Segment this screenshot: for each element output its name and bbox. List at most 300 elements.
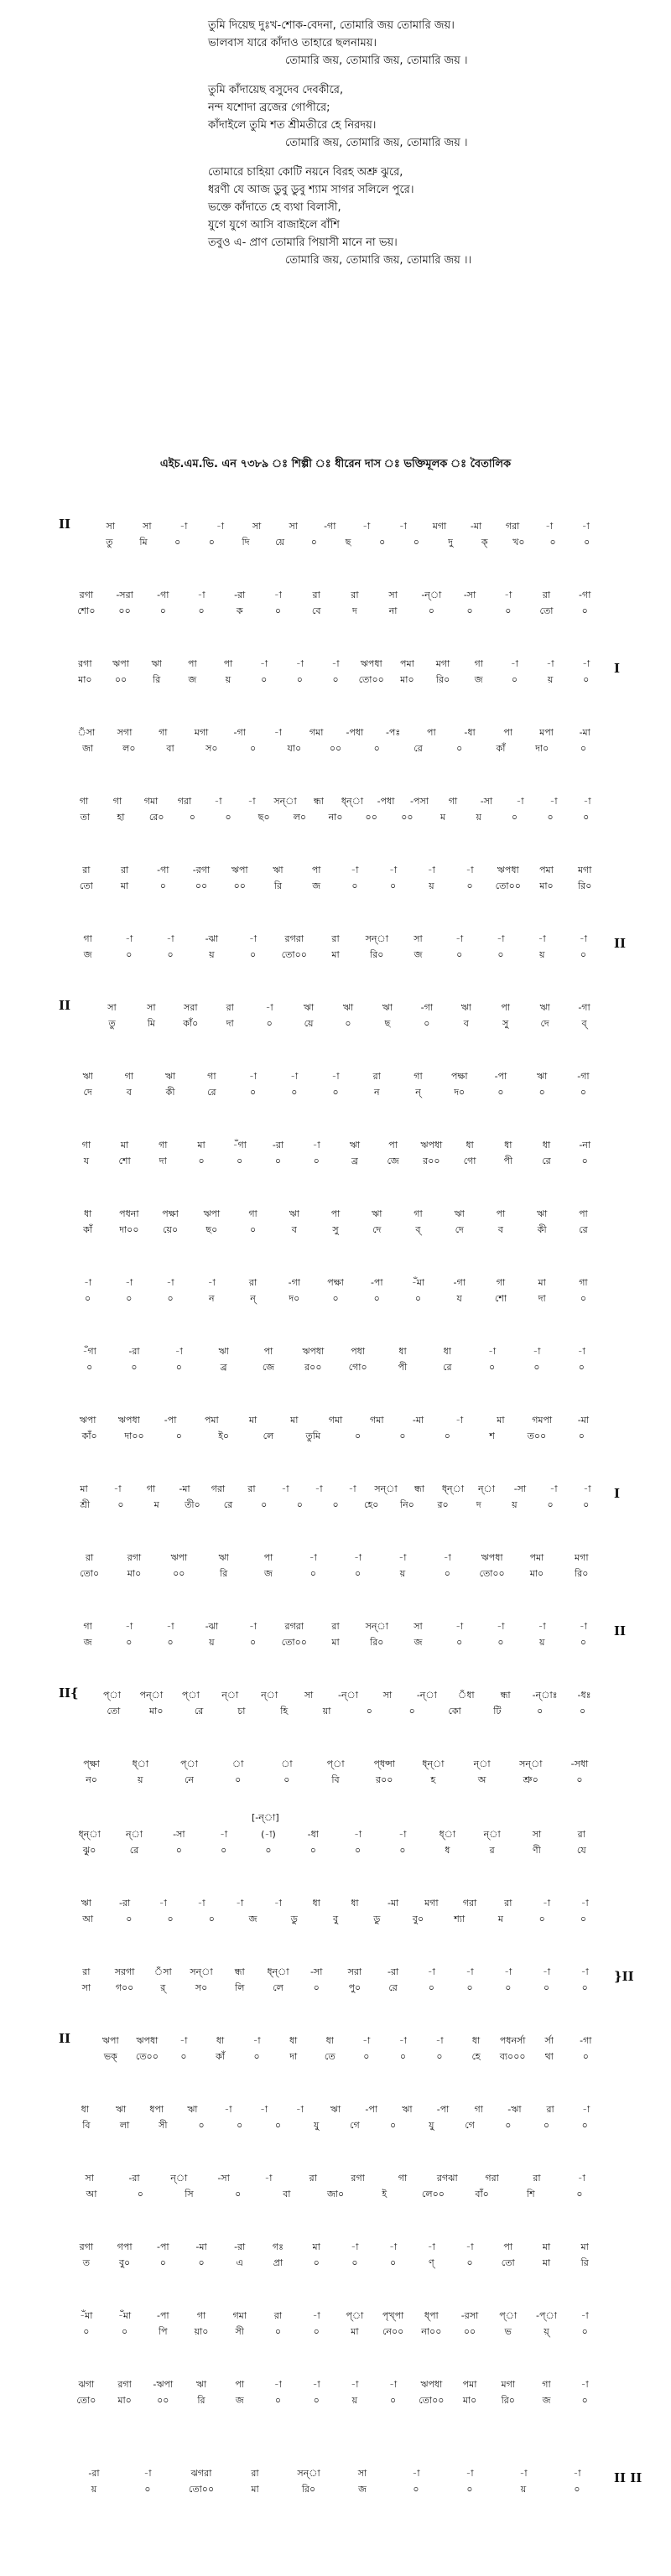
lyric-syllable: শো০ [77,605,96,616]
lyric-syllable: ম [440,812,446,823]
swara-note: পা [263,1346,273,1357]
lyric-syllable: ছ০ [257,812,270,823]
swara-note: -া [398,1552,407,1563]
swara-note: গা [79,796,89,807]
notation-row [67,1275,604,1306]
lyric-syllable: দ০ [289,1293,300,1304]
swara-note: -া [260,658,268,669]
lyric-syllable: ০ [355,1431,362,1441]
notation-row [67,587,604,619]
lyric-syllable: ০ [580,1637,586,1648]
lyric-syllable: সু [332,1224,339,1235]
swara-note: -রা [118,1898,131,1909]
swara-note: -সা [463,589,476,600]
lyric-syllable: মা০ [78,674,92,685]
swara-line [67,1618,604,1634]
swara-note: ধ্ন্া [78,1829,101,1840]
swara-note: -া [398,2035,407,2046]
lyric-syllable: স০ [195,1982,208,1993]
swara-note: -া [533,1346,541,1357]
swara-note: -া [466,1966,474,1977]
lyric-syllable: পু০ [348,1982,362,1993]
notation-row [67,931,604,963]
lyric-syllable: ০ [505,1982,512,1993]
swara-note: পা [388,1140,398,1150]
swara-note: ঋা [303,1002,315,1013]
swara-note: রা [577,1829,585,1840]
swara-note: ধ্ন্া [341,796,364,807]
swara-note: সা [414,933,423,944]
swara-note: সরা [184,1002,198,1013]
lyric-syllable: ০ [122,2326,128,2337]
lyric-syllable: শি [526,2189,535,2199]
lyric-syllable: রে [223,1499,233,1510]
lyric-syllable: ০ [576,1774,583,1785]
swara-note: -া [542,1898,551,1909]
swara-note: ঋা [218,1552,229,1563]
notation-row [67,2101,604,2133]
swara-note: মপা [539,727,554,738]
lyric-syllable: তো [79,880,93,891]
swara-note: -সরা [116,589,133,600]
lyric-syllable: তো০০ [419,2395,445,2406]
swara-note: -া [312,1140,320,1150]
lyric-syllable: ০০ [463,2326,476,2337]
swara-note: ন্া [170,2173,188,2184]
swara-line [67,587,604,603]
lyric-syllable: দে [540,1018,549,1029]
swara-note: -ঁমা [80,2310,93,2321]
swara-line [67,724,604,740]
swara-note: ঋা [195,2379,207,2390]
lyric-syllable: ০ [175,1362,182,1373]
swara-line [67,1275,604,1291]
lyric-syllable: ০ [253,2051,260,2062]
lyric-syllable: রি [153,674,161,685]
lyric-syllable: স০ [205,743,218,754]
lyric-syllable: ত০০ [527,1431,547,1441]
lyric-syllable: ০ [543,2120,550,2131]
lyric-syllable: ব [126,1087,132,1098]
lyric-syllable: ০ [581,605,588,616]
swara-note: পা [223,658,233,669]
lyric-syllable: ০০ [329,743,342,754]
lyric-syllable: ০ [167,1293,174,1304]
lyric-syllable: খ০ [512,537,525,548]
swara-note: -া [427,2241,435,2252]
lyric-syllable: য়ে [304,1018,314,1029]
notation-row [92,1687,604,1719]
swara-note: -া [580,1966,589,1977]
lyric-syllable: থা [544,2051,554,2062]
lyric-syllable: ০ [399,1845,406,1856]
lyric-syllable-line [92,1015,604,1031]
lyric-syllable: নি০ [399,1499,414,1510]
swara-note: -পধা [346,727,364,738]
swara-note: -া [166,933,174,944]
lyrics-line: তুমি কাঁদায়েছ বসুদেব দেবকীরে, [208,84,344,96]
swara-note: ঋা [115,2104,127,2115]
swara-note: মা [542,2241,551,2252]
lyric-syllable: ০ [511,674,518,685]
lyric-syllable: কী [165,1087,175,1098]
swara-note: -সধা [570,1758,589,1769]
swara-note: -া [125,933,133,944]
notation-row [67,2170,604,2202]
lyric-syllable: ই [382,2189,388,2199]
swara-note: গা [248,1208,257,1219]
swara-note: রা [504,1898,512,1909]
swara-note: -া [197,589,205,600]
lyric-syllable: যু [429,2120,434,2131]
lyric-syllable-line [67,1153,604,1169]
swara-note: ঋা [289,1208,299,1219]
lyric-syllable: ০ [497,949,504,960]
lyric-syllable: মি [147,1018,156,1029]
lyric-syllable: ০ [126,1293,133,1304]
swara-note: -রা [88,2468,100,2479]
lyric-syllable: য়ে [275,537,285,548]
swara-note: -া [216,521,225,532]
swara-note: পক্ষা [327,1277,344,1288]
lyric-syllable: রে০ [148,812,164,823]
notation-row [67,2465,604,2497]
lyrics-line: যুগে যুগে আসি বাজাইলে বাঁশি [208,219,340,231]
lyric-syllable: ০ [283,1774,290,1785]
lyric-syllable: হে০ [364,1499,379,1510]
swara-note: ঋা [454,1208,465,1219]
swara-note: -া [538,1621,546,1632]
lyric-syllable-line [67,809,604,825]
swara-note: -া [265,1002,273,1013]
swara-note: ধা [398,1346,407,1357]
lyric-syllable: ০০ [195,880,208,891]
lyric-syllable-line [67,1842,604,1858]
swara-note: পক্ষা [450,1071,468,1082]
swara-note: ঋপা [231,865,248,875]
notation-row [67,2239,604,2271]
swara-note: পা [501,1002,511,1013]
swara-note: -া [497,933,505,944]
swara-note: ধা [312,1898,320,1909]
lyric-syllable: ০ [198,2257,205,2268]
swara-note: ঁসা [77,727,96,738]
swara-note: সা [143,521,152,532]
lyric-syllable: ০ [126,949,133,960]
lyric-syllable: ০ [581,2395,588,2406]
swara-note: পক্ষা [162,1208,179,1219]
lyric-syllable: ০ [274,2395,282,2406]
lyric-syllable: তে [324,2051,336,2062]
swara-note: রা [273,2310,283,2321]
lyric-syllable: ০ [126,1914,133,1924]
lyric-syllable: তো [539,605,554,616]
lyric-syllable: দা০০ [124,1431,144,1441]
swara-note: রা [309,2173,317,2184]
lyric-syllable: গো০ [348,1362,367,1373]
lyric-syllable: মা০ [529,1568,544,1579]
swara-note: ঋপা [170,1552,188,1563]
swara-note: ধা [81,2104,90,2115]
swara-note: ঋা [349,1140,361,1150]
swara-note: ঁসা [153,1966,172,1977]
lyric-syllable: মা [120,880,129,891]
lyric-syllable-line [67,1980,604,1996]
swara-note: ঋপধা [117,1415,140,1426]
swara-note: ন্া [261,1690,278,1701]
lyric-syllable: দা০০ [119,1224,139,1235]
lyric-syllable: ০ [497,1637,504,1648]
swara-note: ধা [351,1898,359,1909]
lyric-syllable: জ [235,2395,244,2406]
alternate-note: [-ন্া] [252,1812,279,1823]
swara-note: ন্া [221,1690,239,1701]
swara-note: সন্া [190,1966,213,1977]
lyric-syllable: দ০ [454,1087,466,1098]
swara-note: ন্ধা [500,1690,511,1701]
lyric-syllable: সী [159,2120,168,2131]
lyric-syllable: র০০ [423,1156,440,1166]
lyric-syllable: ০ [159,2257,166,2268]
lyric-syllable: জ [358,2484,367,2495]
swara-note: -া [249,1071,257,1082]
swara-note: ঁধা [457,1690,475,1701]
lyric-syllable: তো০০ [479,1568,505,1579]
lyric-syllable: ছ০ [205,1224,218,1235]
lyric-syllable: য [456,1293,462,1304]
lyric-syllable: মা [351,2326,359,2337]
swara-note: রগা [127,1552,142,1563]
swara-note: -া [281,1483,289,1494]
swara-note: -ধঃ [577,1690,591,1701]
lyric-syllable: ০ [180,2051,187,2062]
swara-note: সরা [347,1966,362,1977]
lyric-syllable: জ [188,674,197,685]
lyric-syllable: মা০ [127,1568,142,1579]
lyric-syllable: বি [82,2120,91,2131]
swara-line [92,2033,604,2049]
swara-note: পা [503,727,513,738]
lyric-syllable: দে [83,1087,92,1098]
lyric-syllable: য় [476,812,481,823]
lyric-syllable: ০ [167,1914,174,1924]
lyric-syllable: ০ [332,1499,339,1510]
swara-note: রা [120,865,129,875]
lyric-syllable: লে [273,1982,283,1993]
swara-note: সা [107,1002,117,1013]
swara-note: ঋপধা [497,865,519,875]
bar-line-end: II [614,936,627,951]
swara-note: -গা [157,589,169,600]
swara-note: ঝগরা [190,2468,212,2479]
swara-note: প্া [179,1758,198,1769]
lyric-syllable: ০ [578,1362,585,1373]
swara-note: -া [290,1071,299,1082]
swara-note: ধা [466,1140,474,1150]
lyric-syllable: প্রা [273,2257,283,2268]
lyric-syllable: রি০ [370,949,384,960]
swara-note: পা [263,1552,273,1563]
swara-note: গা [414,1208,423,1219]
swara-note: রা [226,1002,234,1013]
swara-note: -া [398,521,407,532]
lyric-syllable: ম [153,1499,159,1510]
lyric-syllable: ন [373,1087,380,1098]
swara-note: পমা [462,2379,477,2390]
lyric-syllable: য় [399,1568,406,1579]
lyric-syllable-line [92,534,604,550]
lyric-syllable: র০০ [304,1362,322,1373]
swara-note: গরা [462,1898,477,1909]
swara-line [67,1206,604,1222]
swara-note: গা [474,658,483,669]
lyric-syllable: লে০০ [421,2189,445,2199]
swara-note: রা [331,933,340,944]
swara-note: সা [106,521,116,532]
swara-note: -গা [580,2035,592,2046]
lyric-syllable: তো০ [80,1568,100,1579]
swara-note: -া [247,796,256,807]
swara-note: রা [351,589,359,600]
swara-note: -া [351,2241,359,2252]
lyric-syllable: ০ [456,949,463,960]
swara-note: -া [348,1483,356,1494]
lyrics-line: তবুও এ- প্রাণ তোমারি পিয়াসী মানে না ভয়। [208,236,398,249]
swara-note: -ন্া [421,589,442,600]
lyric-syllable: ০ [261,1499,268,1510]
lyric-syllable: তো০০ [281,1637,307,1648]
swara-note: রগা [117,2379,132,2390]
lyric-syllable: ০ [345,1018,351,1029]
swara-note: ধ্ন্া [441,1483,465,1494]
swara-note: গা [474,2104,483,2115]
swara-note: প্া [181,1690,200,1701]
lyric-syllable: ০ [511,812,518,823]
swara-note: রা [82,1966,91,1977]
swara-note: -া [312,2379,320,2390]
swara-note: ঋা [402,2104,413,2115]
lyric-syllable: ন্ [250,1293,256,1304]
lyric-syllable: ছ [384,1018,391,1029]
bar-line-end: II II [614,2470,642,2485]
swara-note: প্া [346,2310,364,2321]
swara-note: -া [545,521,554,532]
swara-note: ধা [83,1208,92,1219]
lyric-syllable: ০ [291,1087,298,1098]
lyric-syllable: ল০ [122,743,136,754]
notation-row [67,1343,604,1375]
lyric-syllable: ০ [175,1431,182,1441]
swara-note: -রা [234,2241,246,2252]
lyric-syllable: শ্রী [80,1499,91,1510]
lyric-syllable-line [67,2117,604,2133]
swara-note: -ঁমা [117,2310,132,2321]
lyric-syllable: গ০০ [115,1982,134,1993]
lyric-syllable: রি০ [575,1568,589,1579]
swara-note: -মা [387,1898,399,1909]
lyric-syllable: আ [86,2189,97,2199]
lyric-syllable: ০ [266,1018,273,1029]
swara-note: রা [372,1071,381,1082]
lyric-syllable: ণ্ [429,2257,434,2268]
swara-note: -া [236,1898,244,1909]
swara-note: -রসা [460,2310,479,2321]
lyric-syllable: ০ [456,743,463,754]
swara-line [67,1756,604,1772]
lyric-syllable: ০ [144,2484,151,2495]
lyric-syllable: ০ [355,1845,362,1856]
lyric-syllable: ০ [533,1362,540,1373]
lyric-syllable: ০ [538,1087,545,1098]
swara-note: গা [83,933,92,944]
swara-note: রগা [78,658,92,669]
swara-note: গরা [485,2173,499,2184]
bar-line-start: II [59,998,71,1013]
swara-note: -মা [412,1415,424,1426]
swara-note: -া [224,2104,232,2115]
swara-note: -া [488,1346,497,1357]
swara-note: গঃ [272,2241,283,2252]
lyric-syllable: ০০ [114,674,127,685]
swara-note: -মা [579,727,590,738]
lyric-syllable-line [67,1359,604,1375]
swara-note: -া [273,2379,282,2390]
swara-note: -া [542,1966,551,1977]
lyric-syllable: নে [184,1774,194,1785]
lyric-syllable: শ [489,1431,495,1441]
lyric-syllable: শ্যা [454,1914,466,1924]
lyric-syllable: কো [448,1706,461,1716]
swara-note: -সা [173,1829,185,1840]
lyric-syllable: কাঁ [216,2051,225,2062]
swara-note: -া [549,1483,558,1494]
lyric-syllable: টি [493,1706,502,1716]
swara-note: -া [220,1829,228,1840]
record-credit-line: এইচ.এম.ভি. এন ৭৩৮৯ ঃ শিল্পী ঃ ধীরেন দাস ঃ ভক্তিমূলক ঃ বৈতালিক [159,458,512,470]
swara-note: গা [146,1483,156,1494]
swara-note: ধপা [149,2104,164,2115]
swara-note: ঋা [539,1002,550,1013]
notation-row [67,793,604,825]
swara-note: -পা [156,2310,169,2321]
swara-note: -া [354,1552,362,1563]
lyric-syllable: দে [455,1224,464,1235]
lyric-syllable: ০ [159,880,166,891]
lyric-syllable: ০ [505,605,512,616]
swara-note: -রা [128,1346,140,1357]
lyric-syllable: ০ [413,2484,419,2495]
swara-line [67,1481,604,1497]
swara-note: -মা [470,521,482,532]
lyric-syllable: ০ [237,1156,243,1166]
lyric-syllable: ০ [265,1845,272,1856]
swara-note: -না [579,1140,591,1150]
swara-note: -ন্া [416,1690,437,1701]
lyric-syllable: ন০ [86,1774,97,1785]
lyric-syllable: ব্ [581,1018,587,1029]
swara-note: -া [466,865,474,875]
lyric-syllable-line [67,740,604,756]
lyric-syllable: ০ [198,2120,205,2131]
lyric-syllable: সু [502,1018,509,1029]
swara-note: ধা [471,2035,481,2046]
swara-note: গমা [370,1415,384,1426]
lyric-syllable: মা [331,949,340,960]
swara-line [67,2170,604,2186]
notation-row [67,1550,604,1581]
swara-note: -া [159,1898,167,1909]
swara-note: সন্া [297,2468,320,2479]
